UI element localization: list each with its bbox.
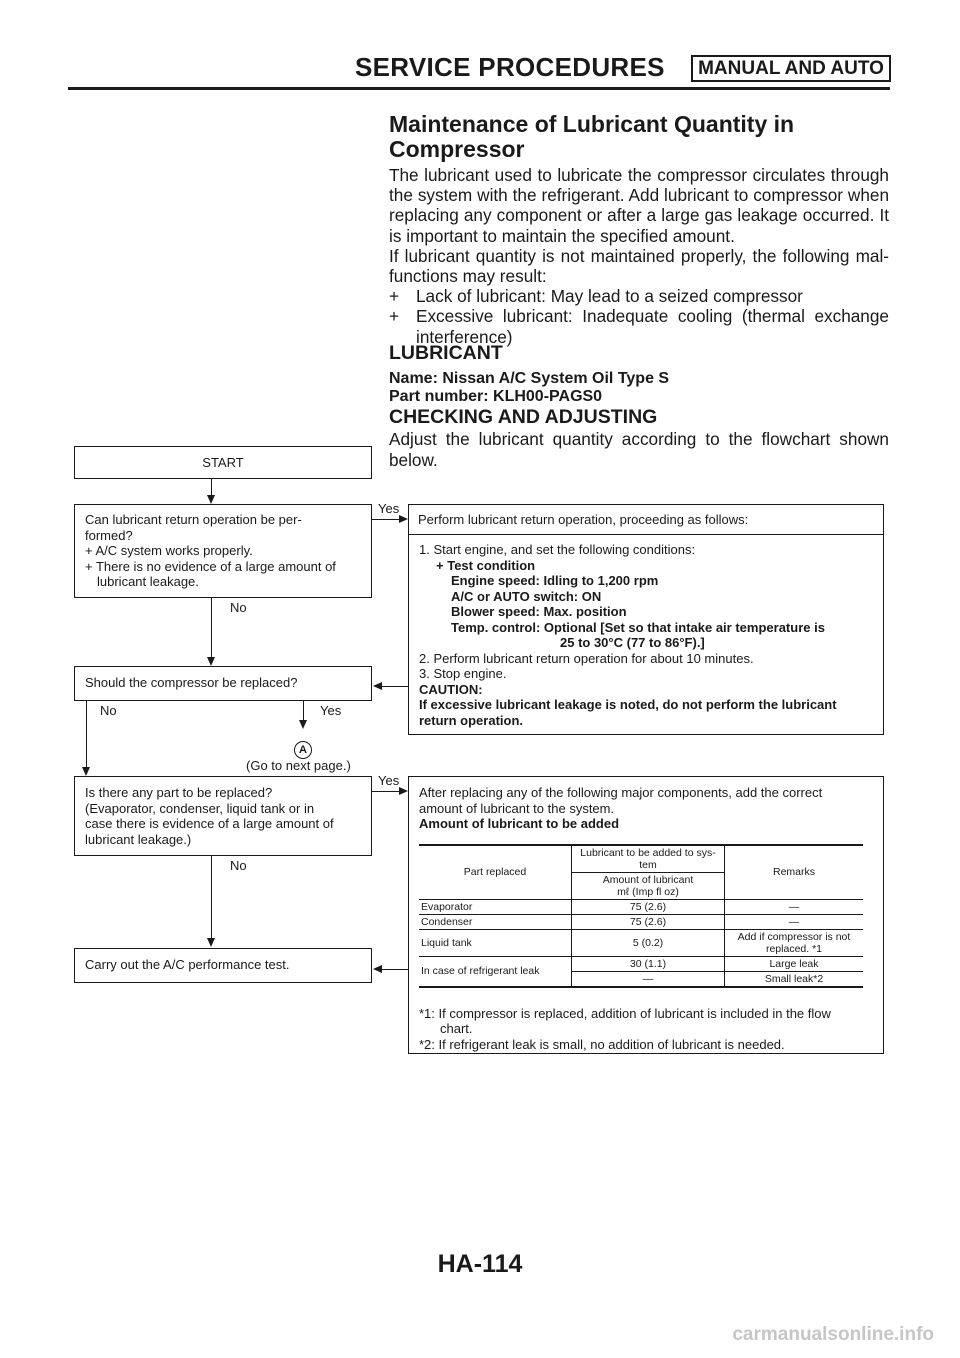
- lubricant-section: [389, 343, 889, 470]
- condition-ac-switch: A/C or AUTO switch: ON: [451, 588, 602, 604]
- connector-line: [303, 701, 304, 721]
- arrow-left-icon: [373, 965, 382, 973]
- bullet-mark: +: [85, 543, 93, 558]
- remark-line1: Add if compressor is not: [737, 930, 851, 943]
- table-row: [419, 914, 863, 929]
- q1-bullet1: [85, 543, 371, 559]
- bullet-mark: +: [436, 557, 444, 573]
- arrow-down-icon: [207, 657, 215, 666]
- return-step1: 1. Start engine, and set the following conditions:: [419, 542, 696, 557]
- caution-text-line2: return operation.: [419, 712, 524, 728]
- return-test-condition: [419, 558, 883, 574]
- header-title: SERVICE PROCEDURES: [355, 52, 665, 82]
- header-amount-line1: Amount of lubricant: [602, 873, 694, 886]
- arrow-left-icon: [373, 682, 382, 690]
- table-cell: Large leak: [725, 956, 864, 971]
- lubricant-name: Name: Nissan A/C System Oil Type S: [389, 370, 670, 388]
- header-lub-line2: tem: [639, 858, 657, 871]
- caution-label: CAUTION:: [419, 681, 483, 697]
- table-cell: In case of refrigerant leak: [419, 956, 572, 987]
- test-condition-label: Test condition: [447, 557, 536, 573]
- connector-line: [211, 856, 212, 939]
- table-row: [419, 899, 863, 914]
- connector-line: [381, 969, 408, 970]
- flow-start-box: [74, 446, 372, 479]
- condition-temp-control: Temp. control: Optional [Set so that intake air temperature is: [451, 619, 825, 635]
- after-line3: Amount of lubricant to be added: [419, 816, 620, 831]
- q3-line4: lubricant leakage.): [85, 831, 192, 847]
- arrow-right-icon: [399, 787, 408, 795]
- table-cell: 30 (1.1): [572, 956, 725, 971]
- return-step3: 3. Stop engine.: [419, 666, 507, 681]
- header-part-text: Part replaced: [463, 866, 527, 878]
- q1-bullet1-text: A/C system works properly.: [95, 543, 253, 558]
- q2-no-label: No: [100, 703, 117, 718]
- arrow-down-icon: [82, 767, 90, 776]
- bullet-mark: +: [389, 306, 400, 327]
- q3-yes-label: Yes: [378, 773, 400, 788]
- lubricant-part-number: Part number: KLH00-PAGS0: [389, 388, 603, 406]
- section-title-line2: Compressor: [389, 136, 525, 162]
- remark-line2: replaced. *1: [765, 942, 823, 955]
- note-1: *1: If compressor is replaced, addition of lubricant is included in the flow: [419, 1005, 831, 1021]
- return-operation-box: [408, 504, 884, 735]
- intro-paragraph: The lubricant used to lubricate the compressor circulates through the system with the refrigerant. Add lubricant to compressor when replacing any component or after a large gas leakage occurred. It is important to maintain the specified amount.: [389, 165, 889, 246]
- checking-text: Adjust the lubricant quantity according to the flowchart shown below.: [389, 429, 889, 470]
- return-step2: 2. Perform lubricant return operation for about 10 minutes.: [419, 650, 754, 666]
- condition-temp-range: 25 to 30°C (77 to 86°F).]: [560, 635, 705, 650]
- bullet-excessive: [389, 306, 889, 346]
- note-2: *2: If refrigerant leak is small, no addition of lubricant is needed.: [419, 1036, 785, 1052]
- q1-bullet2: [85, 559, 371, 575]
- q2-yes-label: Yes: [320, 703, 342, 718]
- note-1-cont: chart.: [440, 1021, 473, 1036]
- q2-box: [74, 666, 372, 701]
- header-rule: [68, 87, 890, 90]
- arrow-down-icon: [207, 938, 215, 947]
- bullet-lack-text: Lack of lubricant: May lead to a seized compressor: [416, 286, 803, 307]
- table-cell: 5 (0.2): [572, 929, 725, 956]
- q1-box: [74, 504, 372, 598]
- goto-next-page: (Go to next page.): [246, 758, 351, 773]
- q1-line1: Can lubricant return operation be per-: [85, 512, 302, 527]
- connector-line: [211, 598, 212, 658]
- q3-line1: Is there any part to be replaced?: [85, 785, 273, 800]
- section-intro: [389, 112, 889, 347]
- page-code: HA-114: [437, 1250, 523, 1278]
- q1-bullet2-cont: lubricant leakage.: [97, 574, 199, 589]
- q3-line3: case there is evidence of a large amount of: [85, 816, 334, 831]
- section-title-line1: Maintenance of Lubricant Quantity in: [389, 111, 795, 137]
- table-cell: Small leak*2: [725, 971, 864, 987]
- q1-yes-label: Yes: [378, 501, 400, 516]
- lubricant-heading: LUBRICANT: [389, 342, 503, 364]
- table-header-remarks: [725, 845, 864, 900]
- q2-text: Should the compressor be replaced?: [85, 675, 298, 690]
- q1-no-label: No: [230, 600, 247, 615]
- bullet-mark: +: [85, 558, 93, 574]
- watermark: carmanualsonline.info: [732, 1324, 934, 1345]
- table-cell: —: [572, 971, 725, 987]
- return-title: Perform lubricant return operation, proceeding as follows:: [409, 505, 883, 535]
- header-lub-line1: Lubricant to be added to sys-: [580, 846, 716, 859]
- goto-marker-icon: [294, 741, 312, 759]
- table-cell: 75 (2.6): [572, 899, 725, 914]
- add-lubricant-box: [408, 776, 884, 1054]
- connector-line: [372, 519, 400, 520]
- after-line1: After replacing any of the following major components, add the correct: [419, 785, 823, 800]
- table-cell: [725, 929, 864, 956]
- condition-blower-speed: Blower speed: Max. position: [451, 604, 627, 619]
- header-amount-line2: mℓ (Imp fl oz): [617, 885, 679, 898]
- header-remarks-text: Remarks: [772, 866, 815, 878]
- table-row: [419, 929, 863, 956]
- malfunction-paragraph: If lubricant quantity is not maintained properly, the following mal-functions may result:: [389, 245, 889, 287]
- flow-start-label: START: [202, 455, 244, 470]
- table-cell: —: [725, 899, 864, 914]
- table-header-lubricant: [572, 845, 725, 873]
- condition-engine-speed: Engine speed: Idling to 1,200 rpm: [451, 573, 659, 588]
- bullet-lack: [389, 286, 889, 306]
- connector-line: [372, 791, 400, 792]
- table-cell: Condenser: [419, 914, 572, 929]
- lubricant-table: [419, 844, 863, 988]
- arrow-down-icon: [299, 720, 307, 729]
- arrow-down-icon: [207, 495, 215, 504]
- connector-line: [211, 479, 212, 496]
- checking-heading: CHECKING AND ADJUSTING: [389, 406, 658, 429]
- table-cell: Evaporator: [419, 899, 572, 914]
- table-cell: —: [725, 914, 864, 929]
- q3-no-label: No: [230, 858, 247, 873]
- arrow-right-icon: [399, 515, 408, 523]
- return-steps: [409, 535, 883, 728]
- header-badge: MANUAL AND AUTO: [691, 55, 891, 82]
- bullet-excessive-text: Excessive lubricant: Inadequate cooling (thermal exchange interference): [416, 306, 889, 347]
- q3-box: [74, 776, 372, 856]
- table-header-amount: [572, 872, 725, 899]
- performance-test-box: [74, 948, 372, 983]
- connector-line: [381, 686, 408, 687]
- table-cell: 75 (2.6): [572, 914, 725, 929]
- q3-line2: (Evaporator, condenser, liquid tank or in: [85, 800, 315, 816]
- q1-line2: formed?: [85, 527, 133, 543]
- performance-test-text: Carry out the A/C performance test.: [85, 957, 290, 972]
- table-header-row: [419, 845, 863, 873]
- goto-marker-label: A: [299, 744, 307, 756]
- connector-line: [86, 701, 87, 768]
- q1-bullet2-text: There is no evidence of a large amount of: [95, 558, 336, 574]
- caution-text-line1: If excessive lubricant leakage is noted, do not perform the lubricant: [419, 697, 837, 712]
- section-title: [389, 112, 889, 162]
- table-row: [419, 956, 863, 971]
- table-cell: Liquid tank: [419, 929, 572, 956]
- table-header-part: [419, 845, 572, 900]
- after-line2: amount of lubricant to the system.: [419, 800, 615, 816]
- bullet-mark: +: [389, 286, 400, 307]
